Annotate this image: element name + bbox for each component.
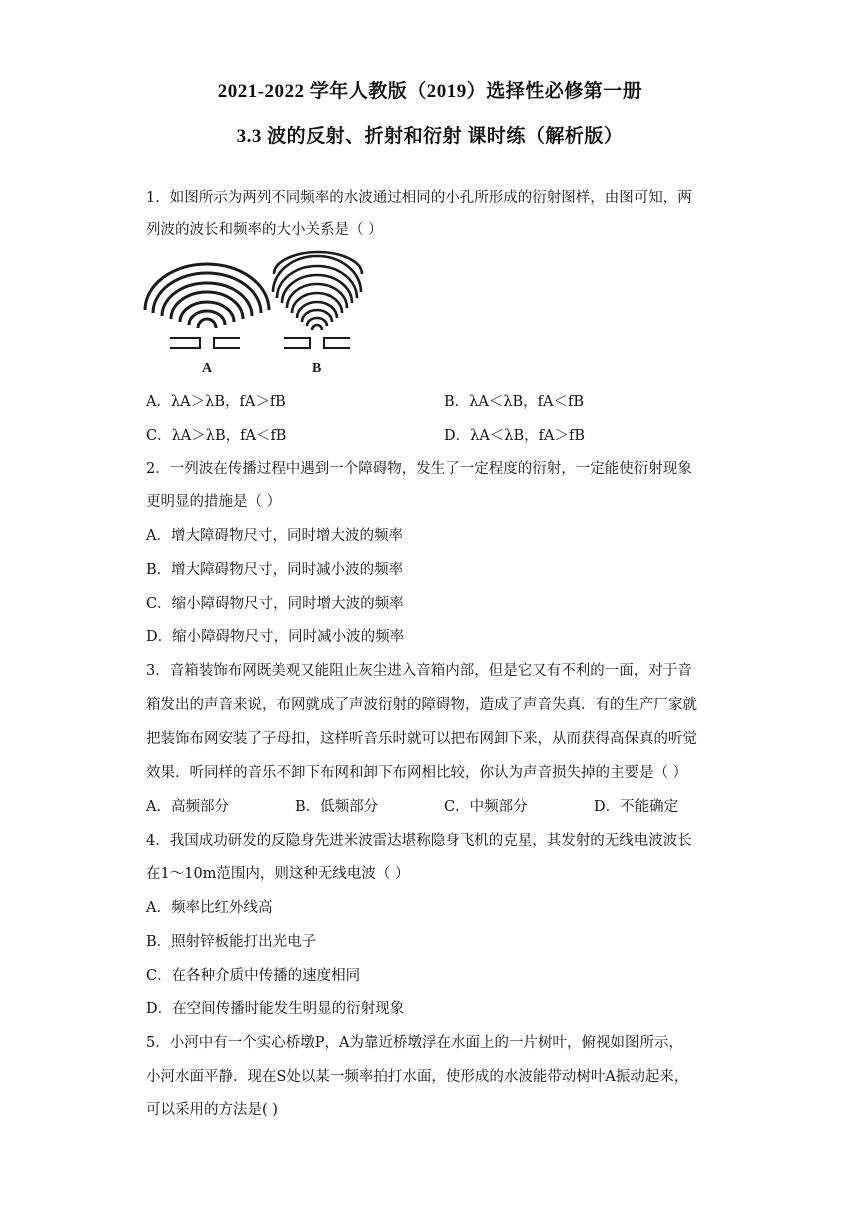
question-3-option-d[interactable]: D．不能确定 bbox=[594, 799, 679, 815]
question-4-option-a[interactable]: A．频率比红外线高 bbox=[146, 900, 273, 916]
wave-b-arc-6 bbox=[287, 284, 347, 308]
question-3-text-line-2: 箱发出的声音来说，布网就成了声波衍射的障碍物，造成了声音失真．有的生产厂家就 bbox=[146, 697, 697, 713]
question-3-text-line-1: 3．音箱装饰布网既美观又能阻止灰尘进入音箱内部，但是它又有不利的一面，对于音 bbox=[146, 663, 692, 679]
question-3-text-line-4: 效果．听同样的音乐不卸下布网和卸下布网相比较，你认为声音损失掉的主要是（ ） bbox=[146, 765, 688, 781]
page-title-line-1: 2021-2022 学年人教版（2019）选择性必修第一册 bbox=[217, 81, 643, 102]
wave-a-arc-1 bbox=[198, 319, 216, 328]
question-2-text-line-2: 更明显的措施是（ ） bbox=[146, 494, 282, 510]
question-2-text-line-1: 2．一列波在传播过程中遇到一个障碍物，发生了一定程度的衍射，一定能使衍射现象 bbox=[146, 461, 692, 477]
barrier-b bbox=[284, 338, 350, 348]
wave-b-arc-1 bbox=[312, 325, 322, 330]
barrier-a bbox=[170, 338, 240, 348]
wave-b-arc-3 bbox=[302, 310, 332, 322]
question-1-text-line-1: 1．如图所示为两列不同频率的水波通过相同的小孔所形成的衍射图样，由图可知，两 bbox=[146, 190, 692, 206]
question-1-option-d[interactable]: D．λA＜λB，fA＞fB bbox=[444, 428, 585, 444]
diffraction-figure bbox=[140, 246, 400, 378]
question-3-text-line-3: 把装饰布网安装了子母扣，这样听音乐时就可以把布网卸下来，从而获得高保真的听觉 bbox=[146, 731, 697, 747]
question-5-text-line-3: 可以采用的方法是( ) bbox=[146, 1102, 278, 1118]
question-4-text-line-2: 在1～10m范围内，则这种无线电波（ ） bbox=[146, 866, 410, 882]
question-4-text-line-1: 4．我国成功研发的反隐身先进米波雷达堪称隐身飞机的克星，其发射的无线电波波长 bbox=[146, 833, 692, 849]
question-1-option-a[interactable]: A．λA＞λB，fA＞fB bbox=[146, 394, 286, 410]
question-1-option-b[interactable]: B．λA＜λB，fA＜fB bbox=[444, 394, 585, 410]
question-4-option-c[interactable]: C．在各种介质中传播的速度相同 bbox=[146, 968, 361, 984]
question-1-option-c[interactable]: C．λA＞λB，fA＜fB bbox=[146, 428, 287, 444]
page-title-line-2: 3.3 波的反射、折射和衍射 课时练（解析版） bbox=[236, 126, 624, 147]
question-5-text-line-2: 小河水面平静．现在S处以某一频率拍打水面，使形成的水波能带动树叶A振动起来， bbox=[146, 1069, 689, 1085]
question-2-option-c[interactable]: C．缩小障碍物尺寸，同时增大波的频率 bbox=[146, 596, 404, 612]
question-4-option-b[interactable]: B．照射锌板能打出光电子 bbox=[146, 934, 317, 950]
question-3-option-b[interactable]: B．低频部分 bbox=[295, 799, 379, 815]
question-3-option-c[interactable]: C．中频部分 bbox=[444, 799, 528, 815]
question-3-option-a[interactable]: A．高频部分 bbox=[146, 799, 229, 815]
question-4-option-d[interactable]: D．在空间传播时能发生明显的衍射现象 bbox=[146, 1001, 405, 1017]
figure-label-a: A bbox=[202, 361, 213, 376]
wave-pattern-a bbox=[145, 264, 269, 328]
question-2-option-d[interactable]: D．缩小障碍物尺寸，同时减小波的频率 bbox=[146, 629, 405, 645]
question-2-option-b[interactable]: B．增大障碍物尺寸，同时减小波的频率 bbox=[146, 562, 404, 578]
wave-pattern-b bbox=[273, 252, 362, 330]
question-1-text-line-2: 列波的波长和频率的大小关系是（ ） bbox=[146, 222, 383, 238]
wave-b-arc-7 bbox=[282, 275, 352, 303]
figure-label-b: B bbox=[312, 361, 322, 376]
question-2-option-a[interactable]: A．增大障碍物尺寸，同时增大波的频率 bbox=[146, 528, 403, 544]
question-5-text-line-1: 5．小河中有一个实心桥墩P，A为靠近桥墩浮在水面上的一片树叶，俯视如图所示， bbox=[146, 1035, 683, 1051]
